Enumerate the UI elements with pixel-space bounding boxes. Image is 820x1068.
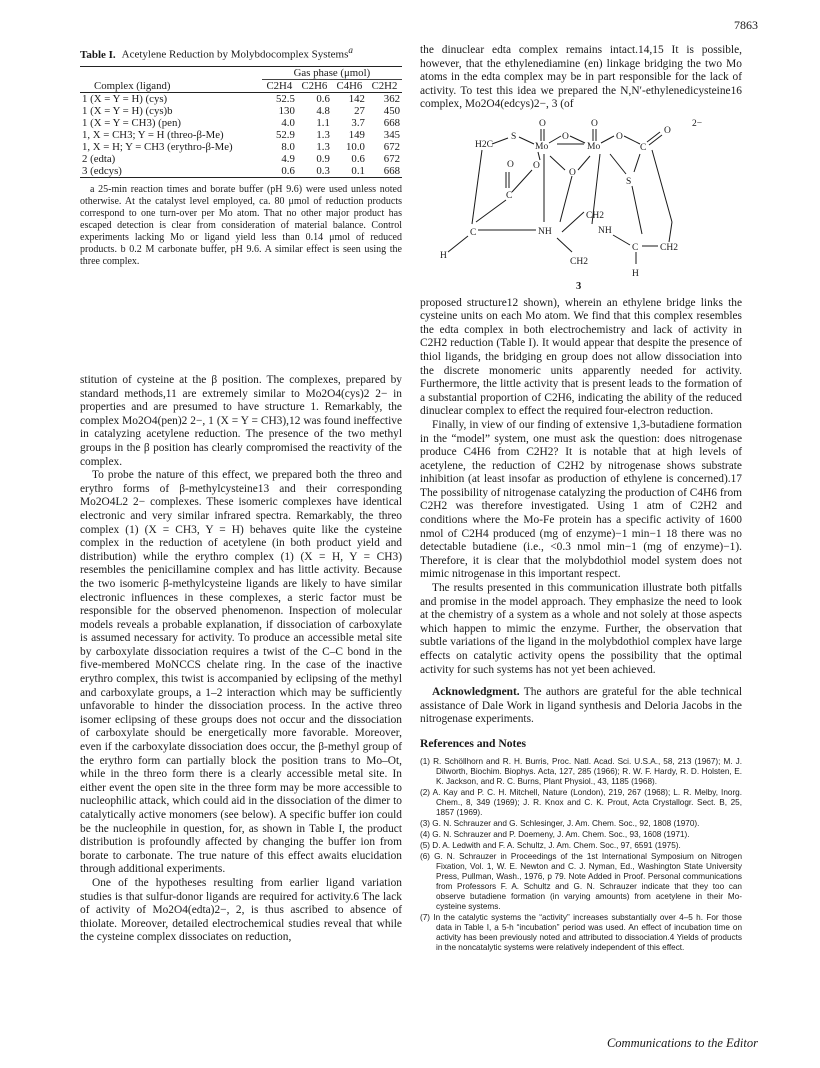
atom-label: CH2 <box>586 210 604 221</box>
value-cell: 8.0 <box>281 141 295 154</box>
value-cell: 1.3 <box>316 129 330 142</box>
value-cell: 52.9 <box>275 129 295 142</box>
value-cell: 345 <box>383 129 400 142</box>
table-row <box>80 117 402 129</box>
atom-label: S <box>511 131 517 142</box>
value-cell: 4.9 <box>281 153 295 166</box>
value-cell: 10.0 <box>346 141 365 154</box>
value-cell: 450 <box>383 105 400 118</box>
complex-cell: 1, X = CH3; Y = H (threo-β-Me) <box>82 129 224 142</box>
reference-item: (6) G. N. Schrauzer in Proceedings of the 1st International Symposium on Nitrogen Fixation, Vol. 1, W. E. Newton and C. J. Nyman, Ed., Washington State University Press, Pullman, Wash., 1976, p 79. Note Added in Proof. Personal communications from Professors F. A. Schultz and G. N. Schrauzer indicate that they too can observe butadiene formation (in varying amounts) from acetylene in their Mo-cysteine systems. <box>420 851 742 911</box>
complex-cell: 1 (X = Y = H) (cys) <box>82 93 168 106</box>
reference-item: (7) In the catalytic systems the “activity” increases substantially over 4–5 h. For those data in Table I, a 5-h “incubation” period was used. An effect of incubation time on activity has been previously noted and attributed to dissociation.4 Yields of products in the noncatalytic systems were relatively independent of this effect. <box>420 912 742 952</box>
value-cell: 0.6 <box>316 93 330 106</box>
gas-column-header: C2H6 <box>301 80 328 93</box>
atom-label: C <box>632 242 639 253</box>
value-cell: 672 <box>383 153 400 166</box>
table-caption <box>80 44 402 62</box>
atom-label: O <box>562 131 569 142</box>
paragraph: the dinuclear edta complex remains intact.14,15 It is possible, however, that the ethylenediamine (en) linkage bridging the two Mo atoms in the edta complex may be in part responsible for the lack of activity. To test this idea we prepared the N,N′-ethylenedicysteine16 complex, Mo2O4(edcys)2−, 3 (of <box>420 44 742 111</box>
atom-label: H <box>632 268 639 279</box>
references-heading: References and Notes <box>420 736 527 750</box>
value-cell: 0.6 <box>351 153 365 166</box>
gas-column-header: C2H4 <box>266 80 293 93</box>
table-row <box>80 129 402 141</box>
table-title-mark: a <box>348 45 353 55</box>
atom-label: NH <box>598 225 612 236</box>
reference-item: (2) A. Kay and P. C. H. Mitchell, Nature (London), 219, 267 (1968); L. R. Melby, Inorg. Chem., 8, 349 (1969); J. R. Knox and C. K. Prout, Acta Crystallogr. Sect. B, 25, 1857 (1969). <box>420 787 742 817</box>
reference-item: (5) D. A. Ledwith and F. A. Schultz, J. Am. Chem. Soc., 97, 6591 (1975). <box>420 840 681 850</box>
value-cell: 668 <box>383 165 400 178</box>
atom-label: Mo <box>535 141 549 152</box>
page-footer: Communications to the Editor <box>606 1036 758 1050</box>
reference-item: (3) G. N. Schrauzer and G. Schlesinger, J. Am. Chem. Soc., 92, 1808 (1970). <box>420 818 700 828</box>
right-column <box>420 44 742 954</box>
atom-label: S <box>626 176 632 187</box>
structure-3-diagram <box>420 114 742 292</box>
complex-cell: 2 (edta) <box>82 153 116 166</box>
atom-label: O <box>664 125 671 136</box>
atom-label: O <box>533 160 540 171</box>
reference-item: (1) R. Schöllhorn and R. H. Burris, Proc. Natl. Acad. Sci. U.S.A., 58, 213 (1967); M. J. Dilworth, Biochim. Biophys. Acta, 127, 285 (1966); R. W. F. Hardy, R. D. Holsten, E. K. Jackson, and R. C. Burns, Plant Physiol., 43, 1185 (1968). <box>420 756 742 786</box>
value-cell: 3.7 <box>351 117 365 130</box>
paragraph: stitution of cysteine at the β position. The complexes, prepared by standard methods,11 are extremely similar to Mo2O4(cys)2 2− in properties and are presumed to have structure 1. Remarkably, the complex Mo2O4(pen)2 2−, 1 (X = Y = CH3),12 was found ineffective in catalyzing acetylene reduction. The presence of the two methyl groups in the β position has clearly compromised the reactivity of the complex. <box>80 374 402 468</box>
value-cell: 672 <box>383 141 400 154</box>
references-list <box>420 757 742 953</box>
value-cell: 1.1 <box>316 117 330 130</box>
complex-cell: 1 (X = Y = H) (cys)b <box>82 105 173 118</box>
value-cell: 362 <box>383 93 400 106</box>
charge-label: 2− <box>692 118 703 129</box>
value-cell: 130 <box>278 105 295 118</box>
acknowledgment-text: The authors are grateful for the able technical assistance of Dale Work in ligand synthesis and Deloria Jacobs in the nitrogenase experiments. <box>420 686 742 726</box>
complex-cell: 3 (edcys) <box>82 165 122 178</box>
table-label: Table I. <box>80 48 116 61</box>
left-body-text <box>80 374 402 945</box>
atom-label: O <box>539 118 546 129</box>
gas-column-header: C2H2 <box>371 80 398 93</box>
value-cell: 4.8 <box>316 105 330 118</box>
data-table <box>80 66 402 178</box>
value-cell: 27 <box>354 105 365 118</box>
compound-number: 3 <box>576 280 582 292</box>
table-row <box>80 165 402 178</box>
table-row <box>80 93 402 106</box>
atom-label: O <box>507 159 514 170</box>
value-cell: 668 <box>383 117 400 130</box>
reference-item: (4) G. N. Schrauzer and P. Doemeny, J. Am. Chem. Soc., 93, 1608 (1971). <box>420 829 690 839</box>
atom-label: C <box>470 227 477 238</box>
atom-label: O <box>569 167 576 178</box>
atom-label: O <box>616 131 623 142</box>
table-footnote: a 25-min reaction times and borate buffer (pH 9.6) were used unless noted otherwise. At the catalyst level employed, ca. 80 μmol of reduction products correspond to one turn-over per Mo atom. That no other major product has escaped detection is clear from consideration of material balance. Control experiments lacking Mo or ligand yield less than 0.14 μmol of reduced products. b 0.2 M carbonate buffer, pH 9.6. A similar effect is seen using the three complex. <box>80 184 402 268</box>
atom-label: C <box>506 190 513 201</box>
complex-cell: 1, X = H; Y = CH3 (erythro-β-Me) <box>82 141 233 154</box>
atom-label: O <box>591 118 598 129</box>
table-row <box>80 153 402 165</box>
page-number: 7863 <box>734 18 758 32</box>
complex-cell: 1 (X = Y = CH3) (pen) <box>82 117 181 130</box>
paragraph: The results presented in this communication illustrate both pitfalls and promise in the model approach. They emphasize the need to look at the chemistry of a system as a whole and not solely at those aspects which happen to mimic the enzyme. Further, the observation that subtle variations of the ligand in the molybdothiol complex have large effects on catalytic activity opens the possibility that the optimal activity for such systems has not yet been achieved. <box>420 582 742 676</box>
paragraph: proposed structure12 shown), wherein an ethylene bridge links the cysteine units on each Mo atom. We find that this complex resembles the edta complex in both electrochemistry and lack of activity in C2H2 reduction (Table I). It would appear that despite the presence of thiol ligands, the bridging en group does not allow dissociation into the discrete monomeric units apparently needed for activity. Furthermore, the little activity that is present leads to the formation of a substantial proportion of C2H6, indicating the ability of the reduced dinuclear complex to effect the required four-electron reduction. <box>420 296 742 418</box>
table-title: Acetylene Reduction by Molybdocomplex Systems <box>121 48 349 61</box>
atom-label: H2C <box>475 139 493 150</box>
value-cell: 4.0 <box>281 117 295 130</box>
atom-label: H <box>440 250 447 261</box>
atom-label: CH2 <box>660 242 678 253</box>
value-cell: 149 <box>348 129 365 142</box>
atom-label: Mo <box>587 141 601 152</box>
col-complex-header: Complex (ligand) <box>94 80 171 93</box>
table-row <box>80 141 402 153</box>
col-group-header: Gas phase (μmol) <box>262 67 402 80</box>
atom-label: C <box>640 142 647 153</box>
value-cell: 0.3 <box>316 165 330 178</box>
acknowledgment <box>420 686 742 727</box>
value-cell: 52.5 <box>275 93 295 106</box>
acknowledgment-title: Acknowledgment. <box>432 686 520 699</box>
table-block <box>80 44 402 268</box>
gas-column-header: C4H6 <box>336 80 363 93</box>
paragraph: To probe the nature of this effect, we prepared both the threo and erythro forms of β-methylcysteine13 and their corresponding Mo2O4L2 2− complexes. These isomeric complexes have identical electronic and very similar infrared spectra. Remarkably, the threo complex (1) (X = CH3, Y = H) behaves quite like the cysteine complex in the reduction of acetylene (in both product yield and distribution) while the erythro complex (1) (X = H, Y = CH3) resembles the penicillamine complex and has little activity. Because the two isomeric β-methylcysteine ligands are likely to have similar electronic influences in these complexes, a steric factor must be responsible for the observed phenomenon. Inspection of molecular models reveals a probable explanation, if dissociation of carboxylate is assumed necessary for activity. To produce an accessible metal site by carboxylate dissociation requires a twist of the C–C bond in the five-membered MoNCCS chelate ring. In the case of the inactive erythro complex, this twist is accompanied by eclipsing of the methyl and carboxylate groups, a 1–2 interaction which may be sufficiently unfavorable to hinder the dissociation process. In the active threo isomer eclipsing of these groups does not occur and the dissociation of carboxylate should be energetically more favorable. Moreover, even if the carboxylate dissociation does occur, the β-methyl group of the erythro form can partially block the position trans to Mo–Ot, while in the threo form there is a clearly accessible metal site. In either event the open site in the three form may be more accessible to nucleophilic attack, which could aid in the dissociation of the dimer to catalytically active monomers (see below). A specific buffer ion could be the nucleophile in question, for, as shown in Table I, the product distribution is profoundly affected by changing the buffer ion from borate to carbonate. The true nature of this effect awaits elucidation through additional experiments. <box>80 469 402 876</box>
paragraph: One of the hypotheses resulting from earlier ligand variation studies is that sulfur-donor ligands are required for activity.6 The lack of activity of Mo2O4(edta)2−, 2, is thus ascribed to absence of thiolate. Moreover, detailed electrochemical studies reveal that while the cysteine complex dissociates on reduction, <box>80 876 402 944</box>
value-cell: 0.6 <box>281 165 295 178</box>
value-cell: 1.3 <box>316 141 330 154</box>
value-cell: 142 <box>348 93 365 106</box>
paragraph: Finally, in view of our finding of extensive 1,3-butadiene formation in the “model” system, one must ask the question: does nitrogenase produce C4H6 from C2H2? It is notable that at high levels of acetylene, the reduction of C2H2 by nitrogenase shows substrate inhibition (at least insofar as production of ethylene is concerned).17 The possibility of nitrogenase catalyzing the production of C4H6 from C2H2 was therefore investigated. Using 1 atm of C2H2 and conditions where the Mo-Fe protein has a specific activity of 1600 nmol of C2H4 produced (mg of enzyme)−1 min−1 18 there was no detectable butadiene (i.e., <0.3 nmol min−1 (mg of enzyme)−1). Therefore, it is clear that the molybdothiol model system does not mimic nitrogenase in this important respect. <box>420 418 742 581</box>
atom-label: NH <box>538 226 552 237</box>
table-row <box>80 105 402 117</box>
atom-label: CH2 <box>570 256 588 267</box>
value-cell: 0.1 <box>351 165 365 178</box>
value-cell: 0.9 <box>316 153 330 166</box>
